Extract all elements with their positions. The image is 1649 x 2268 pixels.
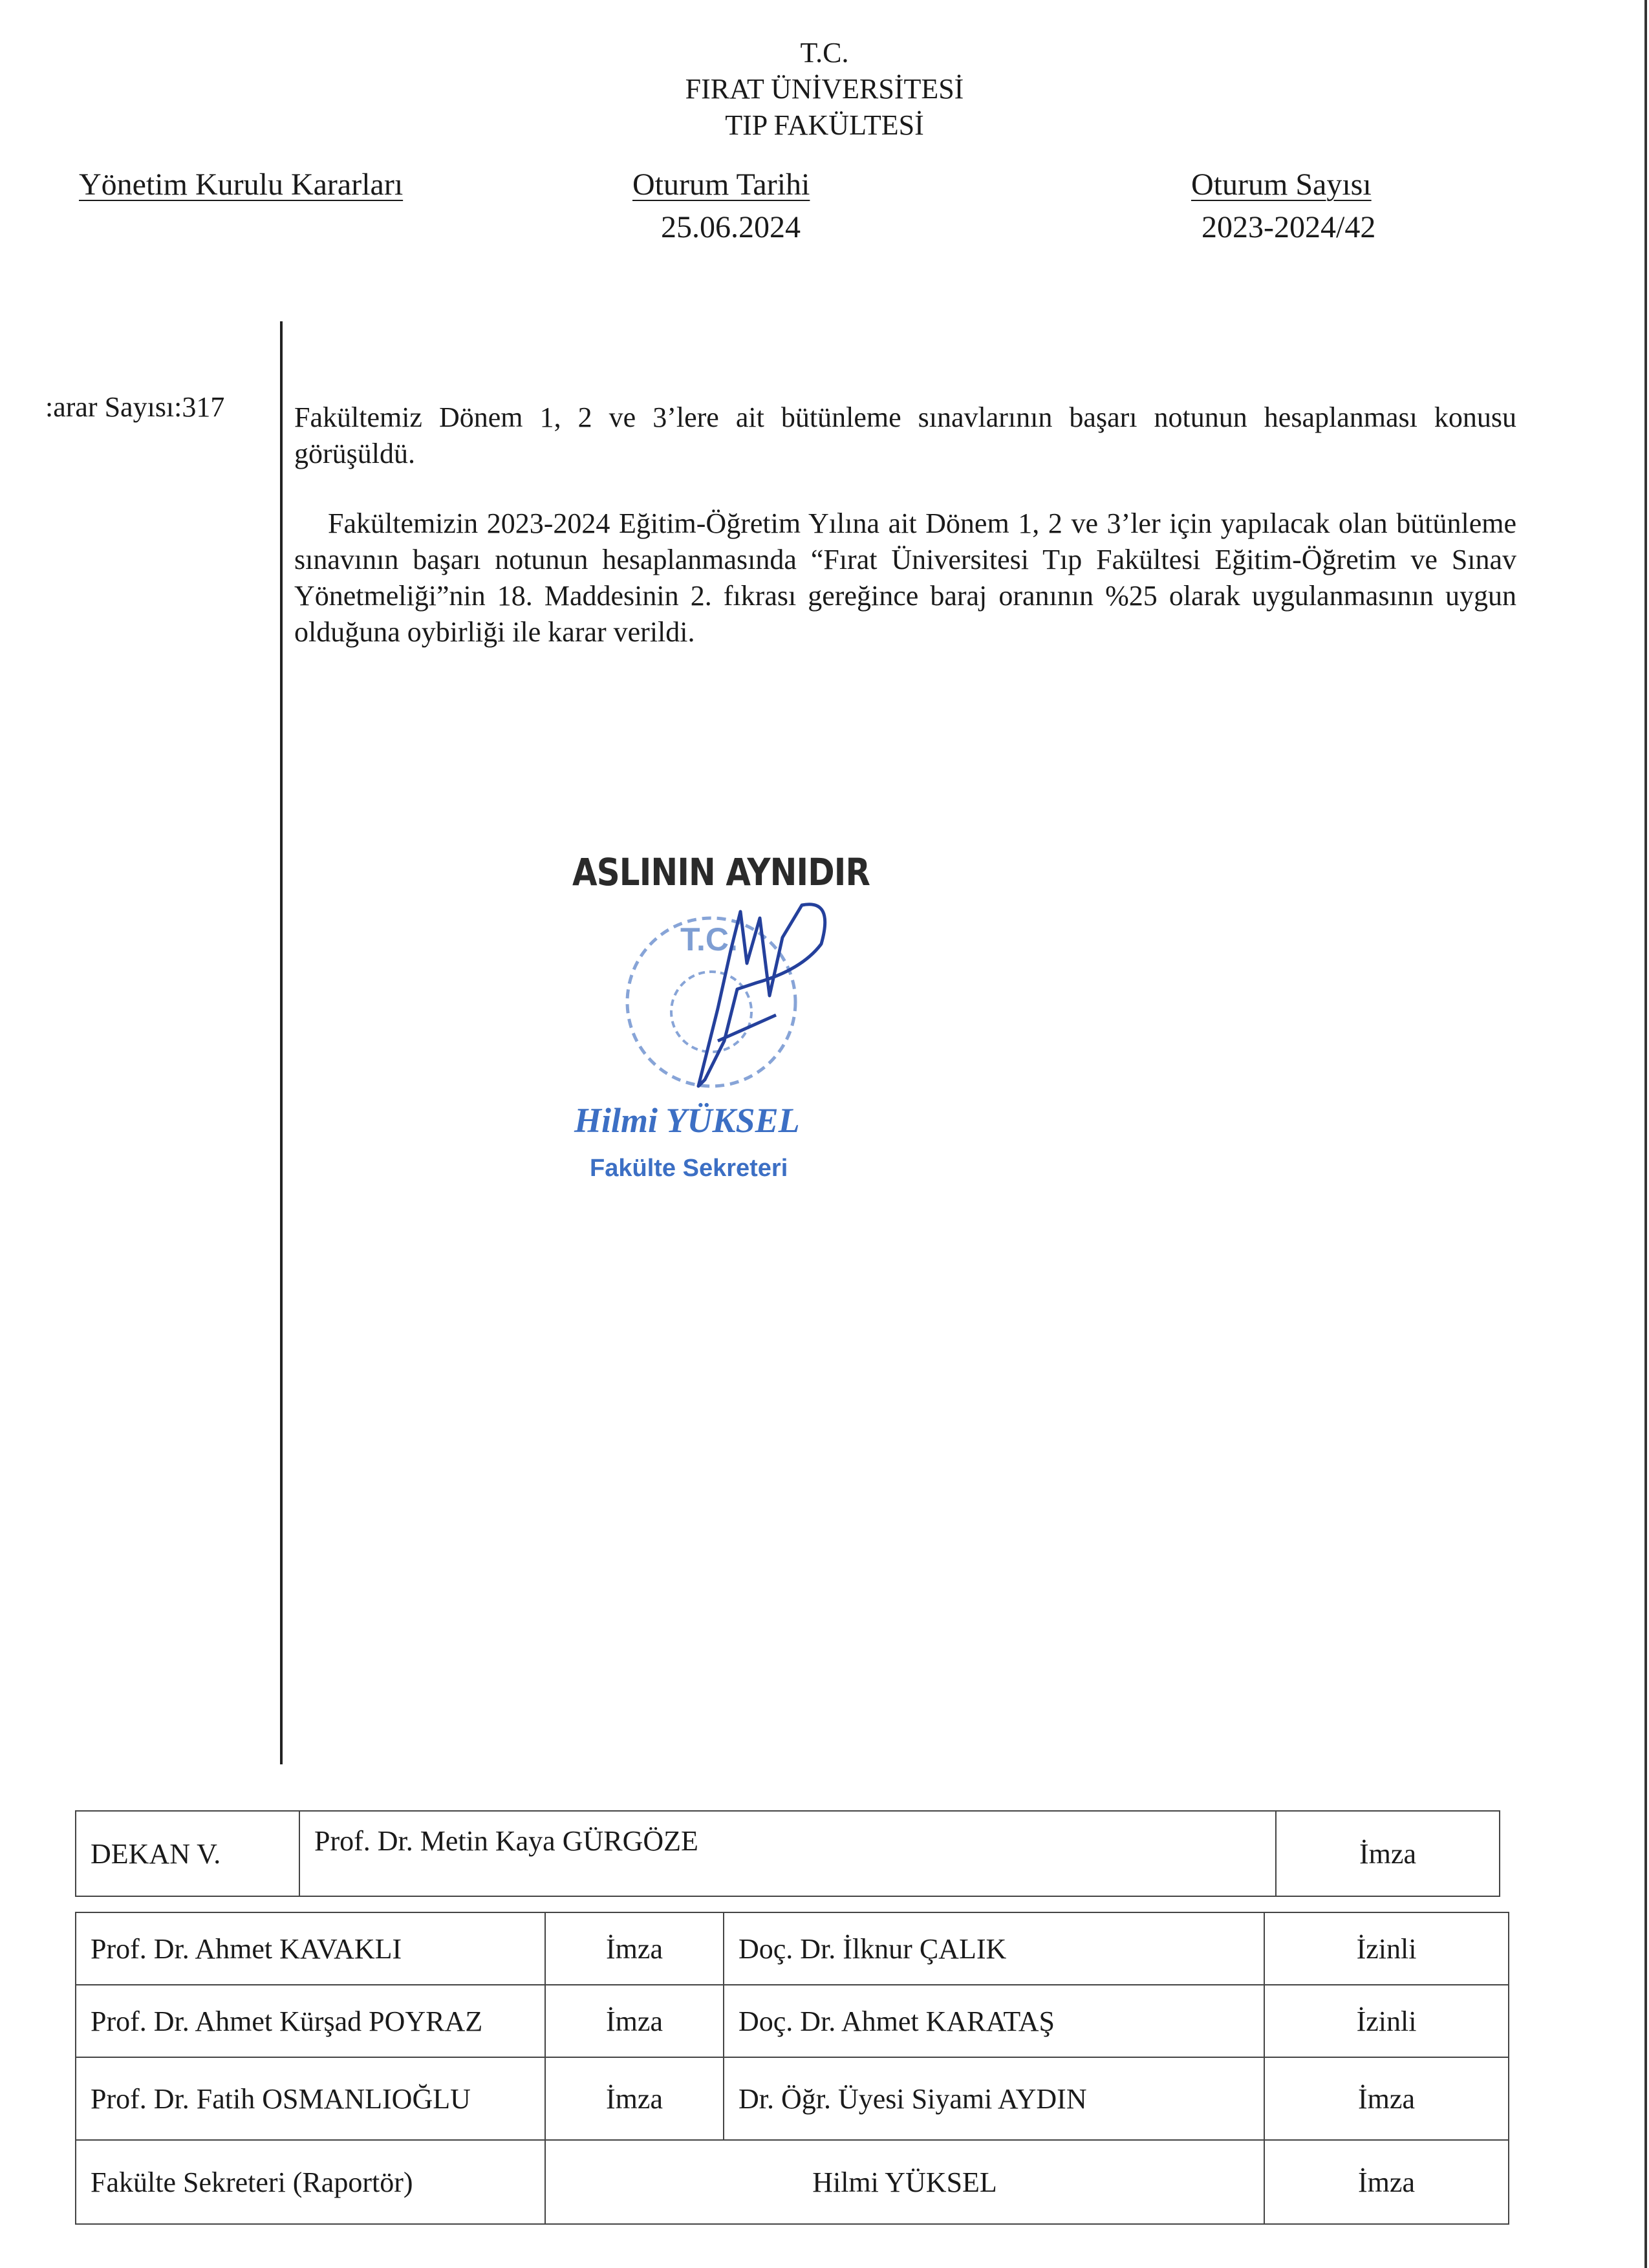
member-name: Prof. Dr. Fatih OSMANLIOĞLU (76, 2057, 545, 2140)
decision-body-text: Fakültemizin 2023-2024 Eğitim-Öğretim Yılına ait Dönem 1, 2 ve 3’ler için yapılacak olan bütünleme sınavının başarı notunun hesaplanmasında “Fırat Üniversitesi Tıp Fakültesi Eğitim-Öğretim ve Sınav Yönetmeliği”nin 18. Maddesinin 2. fıkrası gereğince baraj oranının %25 olarak uygulanmasının uygun olduğuna oybirliği ile karar verildi. (294, 508, 1516, 648)
dean-role: DEKAN V. (76, 1811, 299, 1896)
decision-body (294, 506, 1516, 650)
dean-signature-table (75, 1810, 1500, 1897)
dean-status: İmza (1276, 1811, 1500, 1896)
member-name: Doç. Dr. Ahmet KARATAŞ (724, 1985, 1264, 2057)
stamp-name: Hilmi YÜKSEL (574, 1101, 800, 1140)
member-status: İmza (545, 2057, 724, 2140)
column-divider (280, 321, 283, 1764)
dean-name: Prof. Dr. Metin Kaya GÜRGÖZE (299, 1811, 1276, 1896)
table-row (76, 1985, 1509, 2057)
seal-text: T.C. (680, 921, 738, 957)
page-edge (1644, 0, 1647, 2268)
member-name: Prof. Dr. Ahmet Kürşad POYRAZ (76, 1985, 545, 2057)
session-number-label: Oturum Sayısı (1191, 167, 1372, 202)
certified-copy-stamp: ASLININ AYNIDIR (572, 850, 870, 894)
member-status: İzinli (1264, 1985, 1509, 2057)
board-decisions-label: Yönetim Kurulu Kararları (79, 167, 404, 202)
member-status: İmza (545, 1912, 724, 1985)
institution-line-faculty: TIP FAKÜLTESİ (725, 109, 924, 141)
members-signature-table (75, 1912, 1509, 2225)
table-row (76, 1912, 1509, 1985)
reporter-label: Fakülte Sekreteri (Raportör) (76, 2140, 545, 2224)
member-name: Doç. Dr. İlknur ÇALIK (724, 1912, 1264, 1985)
session-date-label: Oturum Tarihi (632, 167, 810, 202)
stamp-role: Fakülte Sekreteri (590, 1155, 788, 1182)
member-status: İzinli (1264, 1912, 1509, 1985)
official-seal (608, 892, 841, 1099)
member-status: İmza (1264, 2057, 1509, 2140)
reporter-status: İmza (1264, 2140, 1509, 2224)
session-number: 2023-2024/42 (1202, 210, 1376, 244)
table-row (76, 2140, 1509, 2224)
table-row (76, 2057, 1509, 2140)
institution-line-tc: T.C. (800, 37, 849, 69)
institution-line-university: FIRAT ÜNİVERSİTESİ (685, 73, 964, 105)
decision-subject (294, 400, 1516, 472)
session-date: 25.06.2024 (661, 210, 801, 244)
table-row (76, 1811, 1500, 1896)
member-name: Dr. Öğr. Üyesi Siyami AYDIN (724, 2057, 1264, 2140)
member-name: Prof. Dr. Ahmet KAVAKLI (76, 1912, 545, 1985)
decision-subject-text: Fakültemiz Dönem 1, 2 ve 3’lere ait bütünleme sınavlarının başarı notunun hesaplanması konusu görüşüldü. (294, 401, 1516, 469)
reporter-name: Hilmi YÜKSEL (545, 2140, 1264, 2224)
member-status: İmza (545, 1985, 724, 2057)
decision-number: :arar Sayısı:317 (45, 391, 225, 423)
